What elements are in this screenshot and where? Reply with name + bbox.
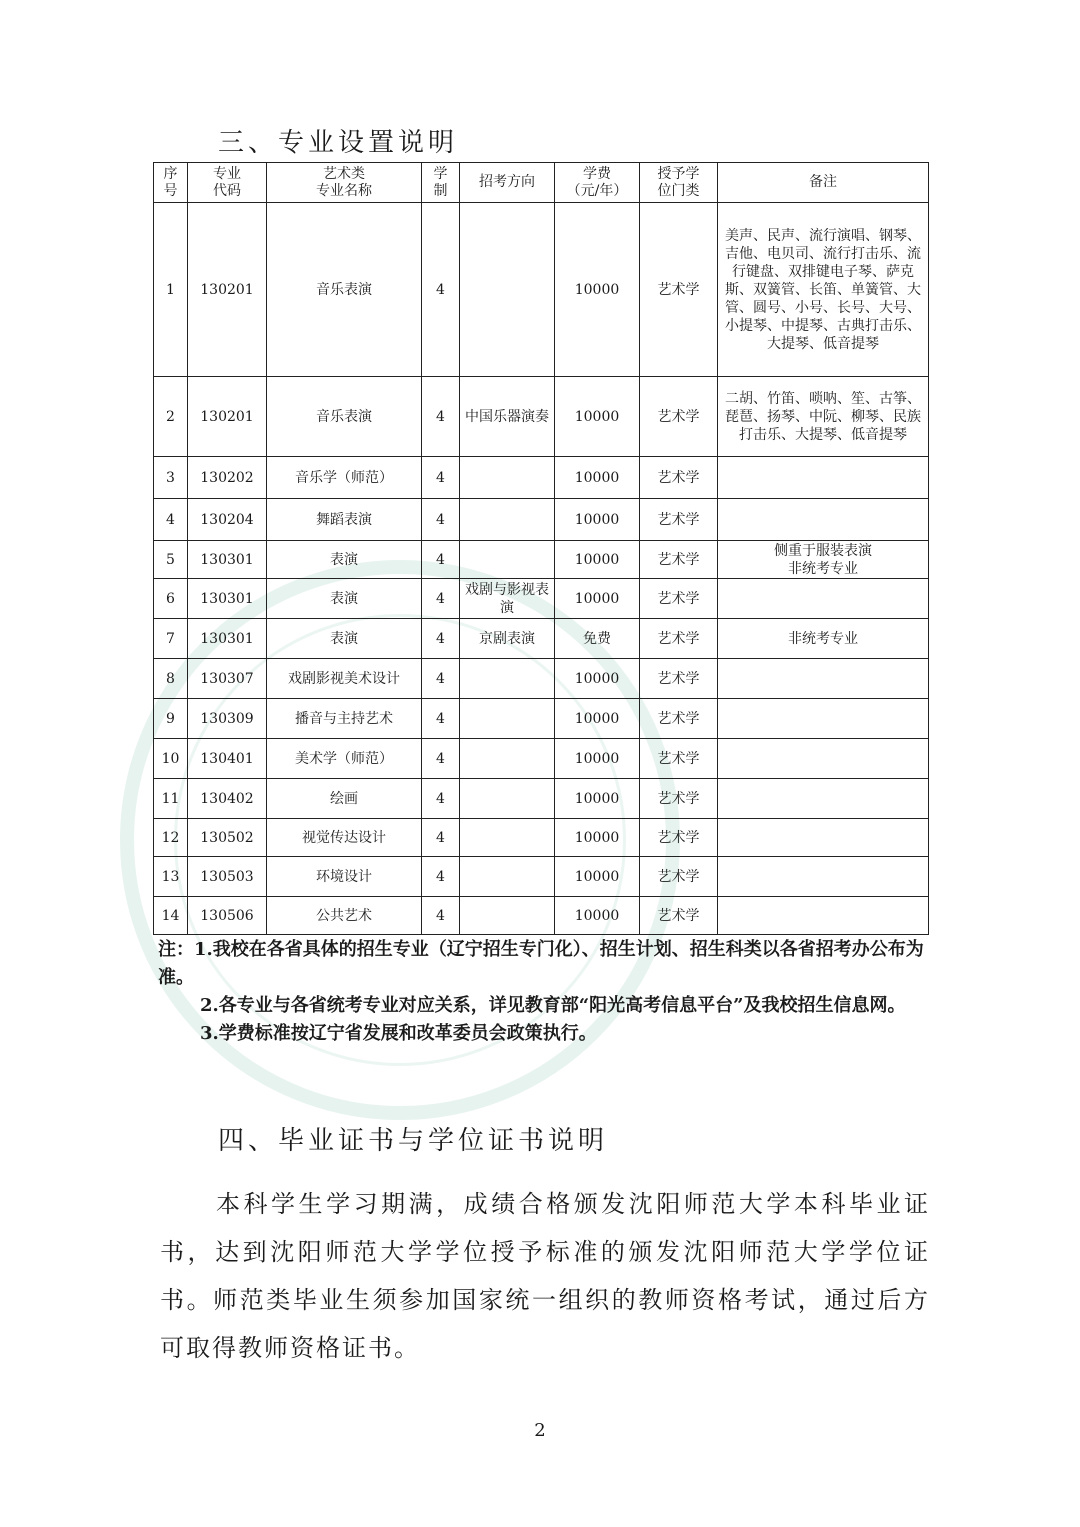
cell-code: 130402 — [188, 779, 267, 819]
cell-seq: 6 — [154, 579, 188, 619]
cell-name: 环境设计 — [267, 857, 422, 897]
cell-direction — [460, 499, 555, 541]
header-degree: 授予学 位门类 — [640, 163, 718, 203]
cell-seq: 4 — [154, 499, 188, 541]
section-4-body: 本科学生学习期满，成绩合格颁发沈阳师范大学本科毕业证书，达到沈阳师范大学学位授予标准的颁发沈阳师范大学学位证书。师范类毕业生须参加国家统一组织的教师资格考试，通过后方可取得教师资格证书。 — [160, 1190, 930, 1362]
cell-remark — [718, 699, 929, 739]
cell-fee: 10000 — [555, 819, 640, 857]
cell-degree: 艺术学 — [640, 579, 718, 619]
cell-name: 音乐表演 — [267, 377, 422, 457]
note-3: 3.学费标准按辽宁省发展和改革委员会政策执行。 — [200, 1023, 597, 1044]
header-remark: 备注 — [718, 163, 929, 203]
cell-direction: 京剧表演 — [460, 619, 555, 659]
cell-fee: 10000 — [555, 699, 640, 739]
cell-name: 戏剧影视美术设计 — [267, 659, 422, 699]
cell-seq: 11 — [154, 779, 188, 819]
cell-degree: 艺术学 — [640, 203, 718, 377]
cell-degree: 艺术学 — [640, 739, 718, 779]
note-1: 注：1.我校在各省具体的招生专业（辽宁招生专门化）、招生计划、招生科类以各省招考办公布为准。 — [158, 939, 924, 988]
cell-code: 130309 — [188, 699, 267, 739]
cell-duration: 4 — [422, 499, 460, 541]
cell-seq: 8 — [154, 659, 188, 699]
cell-duration: 4 — [422, 857, 460, 897]
header-seq: 序 号 — [154, 163, 188, 203]
table-row — [154, 739, 929, 779]
note-2: 2.各专业与各省统考专业对应关系，详见教育部“阳光高考信息平台”及我校招生信息网。 — [200, 995, 906, 1016]
cell-degree: 艺术学 — [640, 499, 718, 541]
cell-degree: 艺术学 — [640, 541, 718, 579]
cell-direction — [460, 819, 555, 857]
table-row — [154, 457, 929, 499]
cell-code: 130503 — [188, 857, 267, 897]
cell-direction — [460, 457, 555, 499]
cell-duration: 4 — [422, 819, 460, 857]
section-4-title: 四、毕业证书与学位证书说明 — [218, 1126, 609, 1156]
cell-remark: 非统考专业 — [718, 619, 929, 659]
cell-fee: 10000 — [555, 499, 640, 541]
cell-remark — [718, 659, 929, 699]
cell-direction — [460, 699, 555, 739]
cell-fee: 10000 — [555, 857, 640, 897]
table-row — [154, 377, 929, 457]
cell-direction — [460, 659, 555, 699]
cell-duration: 4 — [422, 579, 460, 619]
cell-name: 表演 — [267, 579, 422, 619]
cell-code: 130204 — [188, 499, 267, 541]
table-notes — [158, 936, 938, 1048]
cell-code: 130301 — [188, 579, 267, 619]
cell-name: 表演 — [267, 619, 422, 659]
cell-remark — [718, 457, 929, 499]
page-number: 2 — [534, 1420, 546, 1441]
cell-seq: 12 — [154, 819, 188, 857]
table-row — [154, 203, 929, 377]
cell-name: 表演 — [267, 541, 422, 579]
cell-code: 130202 — [188, 457, 267, 499]
cell-remark — [718, 579, 929, 619]
table-row — [154, 579, 929, 619]
cell-fee: 10000 — [555, 739, 640, 779]
header-duration: 学 制 — [422, 163, 460, 203]
cell-degree: 艺术学 — [640, 779, 718, 819]
table-row — [154, 699, 929, 739]
table-row — [154, 659, 929, 699]
header-direction: 招考方向 — [460, 163, 555, 203]
cell-fee: 免费 — [555, 619, 640, 659]
table-row — [154, 779, 929, 819]
cell-duration: 4 — [422, 739, 460, 779]
cell-code: 130506 — [188, 897, 267, 935]
cell-code: 130201 — [188, 203, 267, 377]
cell-remark — [718, 857, 929, 897]
cell-remark — [718, 897, 929, 935]
cell-degree: 艺术学 — [640, 659, 718, 699]
cell-duration: 4 — [422, 541, 460, 579]
cell-name: 视觉传达设计 — [267, 819, 422, 857]
cell-seq: 13 — [154, 857, 188, 897]
cell-degree: 艺术学 — [640, 377, 718, 457]
cell-duration: 4 — [422, 779, 460, 819]
cell-duration: 4 — [422, 897, 460, 935]
cell-fee: 10000 — [555, 203, 640, 377]
table-row — [154, 541, 929, 579]
cell-code: 130301 — [188, 619, 267, 659]
cell-seq: 2 — [154, 377, 188, 457]
cell-remark — [718, 779, 929, 819]
cell-seq: 14 — [154, 897, 188, 935]
cell-duration: 4 — [422, 457, 460, 499]
cell-name: 播音与主持艺术 — [267, 699, 422, 739]
cell-seq: 1 — [154, 203, 188, 377]
cell-direction: 中国乐器演奏 — [460, 377, 555, 457]
cell-code: 130502 — [188, 819, 267, 857]
cell-name: 音乐表演 — [267, 203, 422, 377]
cell-name: 美术学（师范） — [267, 739, 422, 779]
cell-seq: 10 — [154, 739, 188, 779]
cell-direction — [460, 203, 555, 377]
header-code: 专业 代码 — [188, 163, 267, 203]
cell-direction — [460, 779, 555, 819]
cell-direction — [460, 541, 555, 579]
cell-direction — [460, 739, 555, 779]
header-fee: 学费 （元/年） — [555, 163, 640, 203]
table-row — [154, 499, 929, 541]
cell-degree: 艺术学 — [640, 457, 718, 499]
cell-name: 绘画 — [267, 779, 422, 819]
cell-remark — [718, 499, 929, 541]
cell-degree: 艺术学 — [640, 857, 718, 897]
cell-duration: 4 — [422, 203, 460, 377]
cell-code: 130201 — [188, 377, 267, 457]
cell-fee: 10000 — [555, 457, 640, 499]
cell-remark: 美声、民声、流行演唱、钢琴、吉他、电贝司、流行打击乐、流行键盘、双排键电子琴、萨克斯、双簧管、长笛、单簧管、大管、圆号、小号、长号、大号、小提琴、中提琴、古典打击乐、大提琴、低音提琴 — [718, 203, 929, 377]
cell-degree: 艺术学 — [640, 897, 718, 935]
cell-code: 130307 — [188, 659, 267, 699]
cell-degree: 艺术学 — [640, 819, 718, 857]
header-name: 艺术类 专业名称 — [267, 163, 422, 203]
cell-remark — [718, 819, 929, 857]
majors-table — [153, 162, 929, 935]
cell-fee: 10000 — [555, 659, 640, 699]
cell-fee: 10000 — [555, 897, 640, 935]
cell-fee: 10000 — [555, 579, 640, 619]
cell-duration: 4 — [422, 659, 460, 699]
cell-code: 130401 — [188, 739, 267, 779]
cell-fee: 10000 — [555, 541, 640, 579]
cell-direction — [460, 857, 555, 897]
cell-seq: 9 — [154, 699, 188, 739]
table-row — [154, 819, 929, 857]
cell-seq: 7 — [154, 619, 188, 659]
table-row — [154, 619, 929, 659]
cell-remark: 二胡、竹笛、唢呐、笙、古筝、琵琶、扬琴、中阮、柳琴、民族打击乐、大提琴、低音提琴 — [718, 377, 929, 457]
cell-seq: 5 — [154, 541, 188, 579]
cell-degree: 艺术学 — [640, 699, 718, 739]
cell-direction: 戏剧与影视表演 — [460, 579, 555, 619]
cell-name: 舞蹈表演 — [267, 499, 422, 541]
cell-remark — [718, 739, 929, 779]
cell-degree: 艺术学 — [640, 619, 718, 659]
table-header-row — [154, 163, 929, 203]
table-row — [154, 857, 929, 897]
cell-seq: 3 — [154, 457, 188, 499]
cell-direction — [460, 897, 555, 935]
cell-duration: 4 — [422, 377, 460, 457]
cell-fee: 10000 — [555, 377, 640, 457]
cell-duration: 4 — [422, 699, 460, 739]
cell-duration: 4 — [422, 619, 460, 659]
section-3-title: 三、专业设置说明 — [218, 128, 459, 158]
cell-remark: 侧重于服装表演 非统考专业 — [718, 541, 929, 579]
cell-code: 130301 — [188, 541, 267, 579]
cell-fee: 10000 — [555, 779, 640, 819]
table-row — [154, 897, 929, 935]
cell-name: 音乐学（师范） — [267, 457, 422, 499]
cell-name: 公共艺术 — [267, 897, 422, 935]
